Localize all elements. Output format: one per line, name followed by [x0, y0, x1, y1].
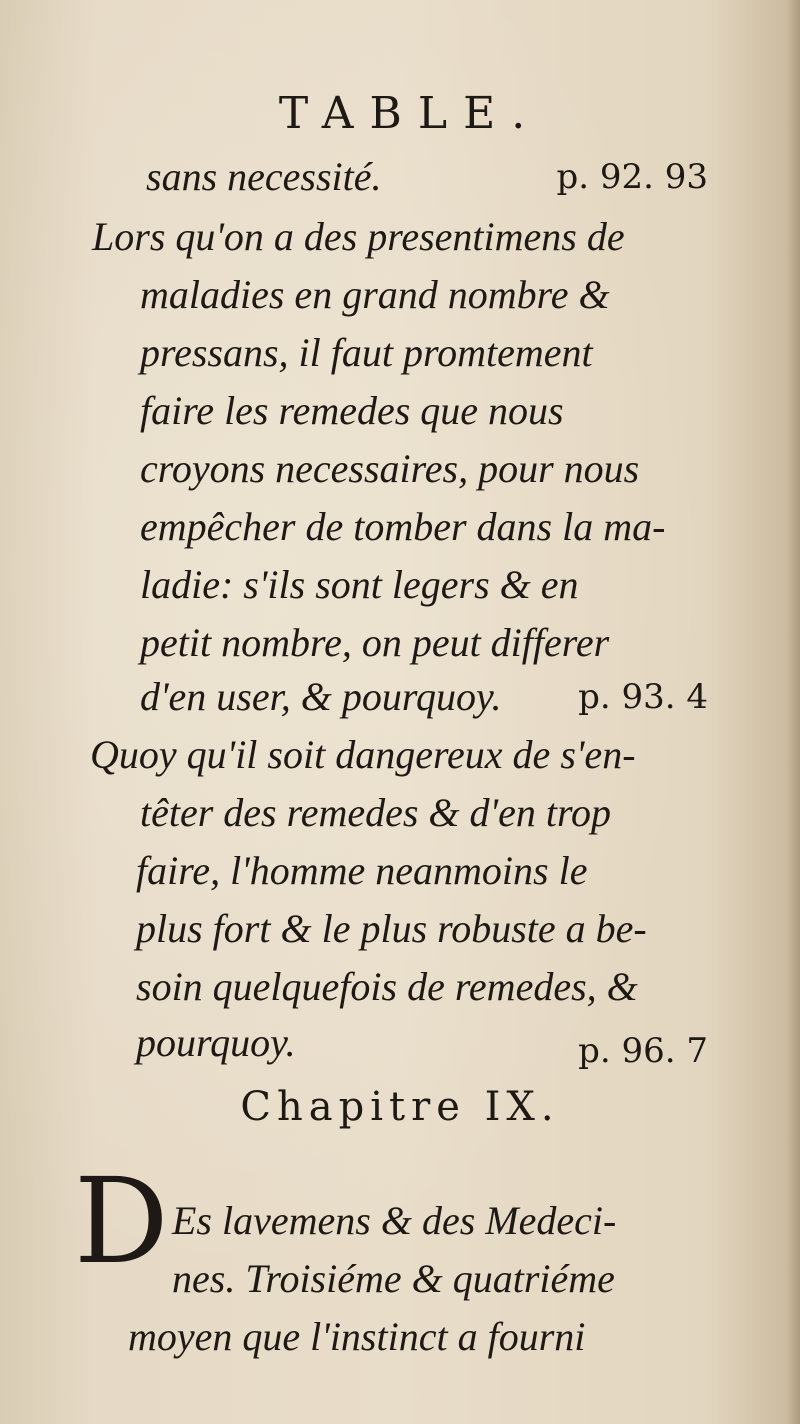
line-text: ladie: s'ils sont legers & en [140, 562, 579, 607]
running-head: TABLE. [278, 88, 542, 139]
line-text: faire les remedes que nous [140, 388, 564, 433]
line-text: têter des remedes & d'en trop [140, 790, 612, 835]
line-text: nes. Troisiéme & quatriéme [172, 1256, 615, 1301]
line-text: sans necessité. [146, 154, 382, 199]
line-text: pourquoy. [136, 1020, 296, 1065]
line-text: maladies en grand nombre & [140, 272, 610, 317]
line-text: empêcher de tomber dans la ma- [140, 504, 666, 549]
line-text: soin quelquefois de remedes, & [136, 964, 638, 1009]
drop-cap: D [74, 1152, 169, 1290]
chapter-heading: Chapitre IX. [240, 1084, 560, 1130]
line-text: Es lavemens & des Medeci- [172, 1198, 617, 1243]
page-ref: p. 92. 93 [556, 157, 708, 197]
line-text: croyons necessaires, pour nous [140, 446, 640, 491]
line-text: moyen que l'instinct a fourni [128, 1314, 586, 1359]
line-text: Lors qu'on a des presentimens de [92, 214, 625, 259]
page-gutter-shadow [786, 0, 800, 1424]
page-ref: p. 96. 7 [578, 1031, 708, 1071]
line-text: faire, l'homme neanmoins le [136, 848, 588, 893]
page-ref: p. 93. 4 [578, 677, 708, 717]
line-text: pressans, il faut promtement [140, 330, 593, 375]
line-text: plus fort & le plus robuste a be- [136, 906, 647, 951]
line-text: Quoy qu'il soit dangereux de s'en- [90, 732, 636, 777]
line-text: petit nombre, on peut differer [140, 620, 610, 665]
line-text: d'en user, & pourquoy. [140, 674, 502, 719]
